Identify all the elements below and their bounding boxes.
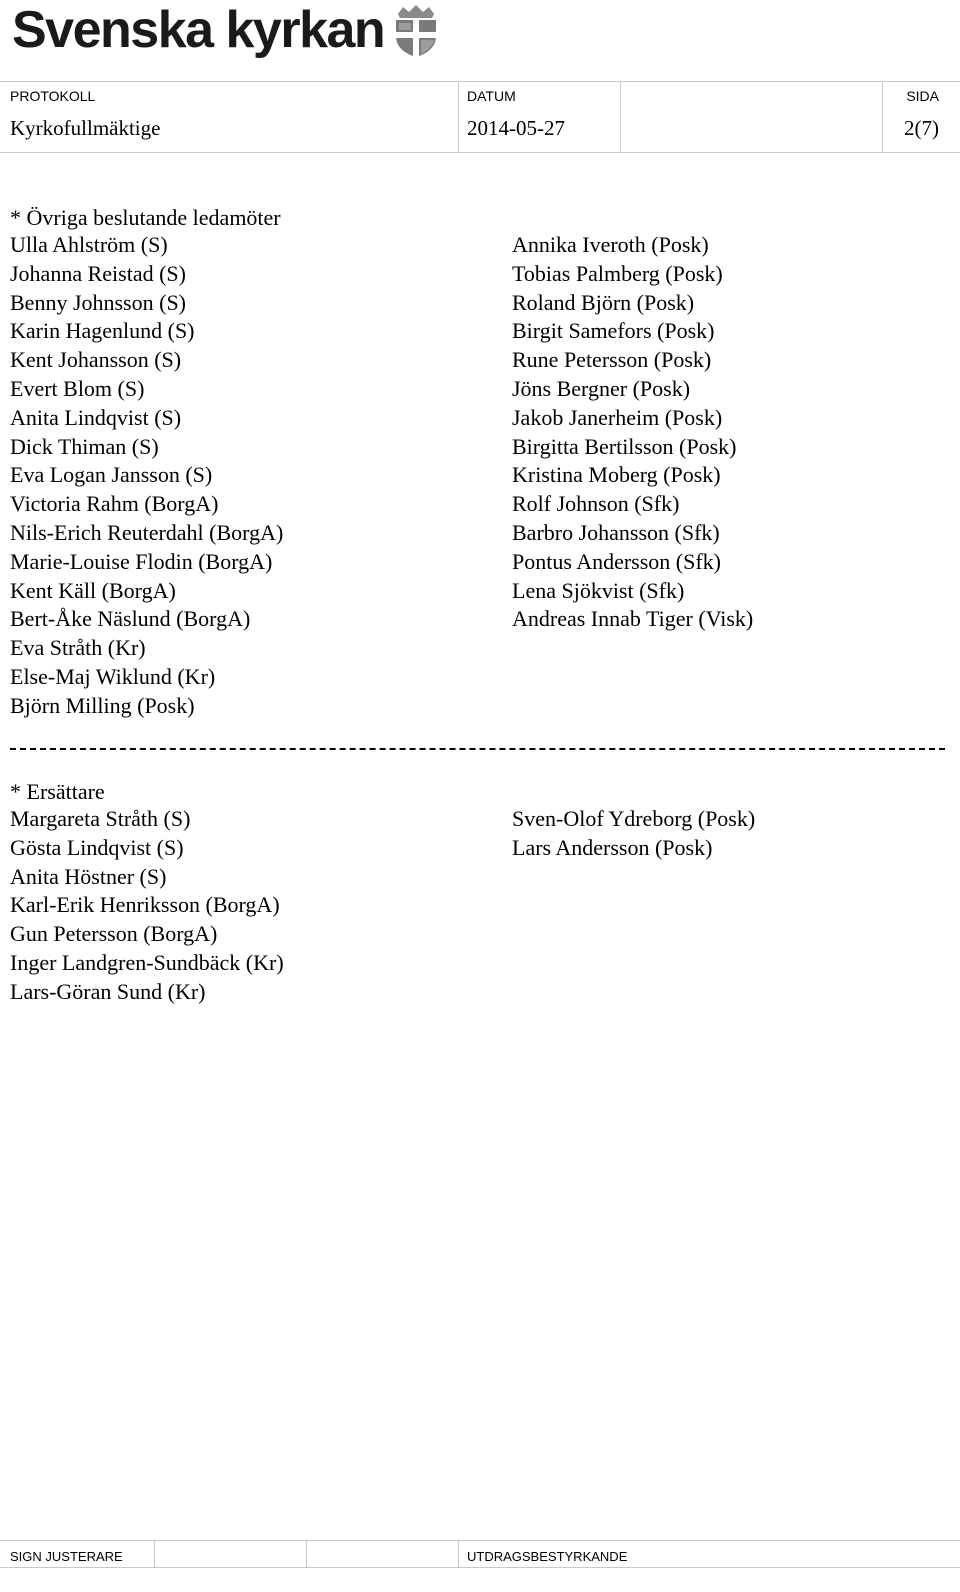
member-list-item: Gun Petersson (BorgA) [10, 921, 218, 947]
section-title-ersattare: * Ersättare [10, 779, 105, 804]
member-list-item: Barbro Johansson (Sfk) [512, 519, 720, 545]
datum-label: DATUM [467, 88, 516, 104]
document-header [0, 81, 960, 153]
section-title-ovriga: * Övriga beslutande ledamöter [10, 205, 281, 230]
member-list-item: Eva Stråth (Kr) [10, 635, 146, 661]
sida-value: 2(7) [904, 116, 939, 140]
member-list-item: Victoria Rahm (BorgA) [10, 491, 219, 517]
ersattare-right-list [512, 805, 755, 863]
member-list-item: Lars-Göran Sund (Kr) [10, 978, 206, 1004]
member-list-item: Ulla Ahlström (S) [10, 232, 168, 257]
member-list-item: Tobias Palmberg (Posk) [512, 260, 723, 286]
svenska-kyrkan-logo [12, 2, 442, 58]
member-list-item: Nils-Erich Reuterdahl (BorgA) [10, 519, 284, 545]
member-list-item: Birgit Samefors (Posk) [512, 318, 715, 344]
member-list-item: Jakob Janerheim (Posk) [512, 404, 723, 430]
sign-blank-cell-1 [154, 1541, 307, 1567]
member-list-item: Margareta Stråth (S) [10, 806, 191, 831]
sida-cell [882, 82, 960, 152]
sida-label: SIDA [906, 88, 939, 104]
member-list-item: Evert Blom (S) [10, 375, 145, 401]
member-list-item: Bert-Åke Näslund (BorgA) [10, 606, 251, 632]
utdrag-label: UTDRAGSBESTYRKANDE [467, 1549, 628, 1564]
member-list-item: Benny Johnsson (S) [10, 289, 187, 315]
member-list-item: Rune Petersson (Posk) [512, 347, 712, 373]
member-list-item: Karl-Erik Henriksson (BorgA) [10, 892, 280, 918]
utdrag-cell [458, 1541, 960, 1567]
member-list-item: Sven-Olof Ydreborg (Posk) [512, 806, 756, 831]
document-footer [0, 1540, 960, 1568]
church-seal-icon [390, 4, 442, 58]
member-list-item: Karin Hagenlund (S) [10, 318, 195, 344]
ovriga-right-list [512, 231, 753, 634]
blank-cell [620, 82, 883, 152]
member-list-item: Inger Landgren-Sundbäck (Kr) [10, 949, 284, 975]
member-list-item: Björn Milling (Posk) [10, 692, 195, 718]
logo-text: Svenska kyrkan [12, 1, 385, 59]
sign-cell [0, 1541, 154, 1567]
member-list-item: Kent Johansson (S) [10, 347, 182, 373]
member-list-item: Kent Käll (BorgA) [10, 577, 176, 603]
member-list-item: Pontus Andersson (Sfk) [512, 548, 722, 574]
member-list-item: Kristina Moberg (Posk) [512, 462, 721, 488]
member-list-item: Jöns Bergner (Posk) [512, 375, 691, 401]
member-list-item: Roland Björn (Posk) [512, 289, 695, 315]
datum-value: 2014-05-27 [467, 116, 565, 140]
member-list-item: Marie-Louise Flodin (BorgA) [10, 548, 273, 574]
member-list-item: Andreas Innab Tiger (Visk) [512, 606, 754, 632]
member-list-item: Lars Andersson (Posk) [512, 834, 713, 860]
protokoll-label: PROTOKOLL [10, 88, 96, 104]
member-list-item: Anita Lindqvist (S) [10, 404, 182, 430]
datum-cell [458, 82, 621, 152]
member-list-item: Dick Thiman (S) [10, 433, 159, 459]
member-list-item: Anita Höstner (S) [10, 863, 167, 889]
sign-label: SIGN JUSTERARE [10, 1549, 123, 1564]
sign-blank-cell-2 [306, 1541, 459, 1567]
member-list-item: Johanna Reistad (S) [10, 260, 186, 286]
ovriga-left-list [10, 231, 283, 721]
member-list-item: Birgitta Bertilsson (Posk) [512, 433, 737, 459]
member-list-item: Rolf Johnson (Sfk) [512, 491, 680, 517]
dashed-divider [10, 748, 945, 750]
member-list-item: Eva Logan Jansson (S) [10, 462, 213, 488]
member-list-item: Else-Maj Wiklund (Kr) [10, 663, 216, 689]
protokoll-cell [0, 82, 458, 152]
member-list-item: Annika Iveroth (Posk) [512, 232, 709, 257]
protokoll-value: Kyrkofullmäktige [10, 116, 161, 140]
member-list-item: Lena Sjökvist (Sfk) [512, 577, 685, 603]
member-list-item: Gösta Lindqvist (S) [10, 834, 184, 860]
ersattare-left-list [10, 805, 284, 1007]
